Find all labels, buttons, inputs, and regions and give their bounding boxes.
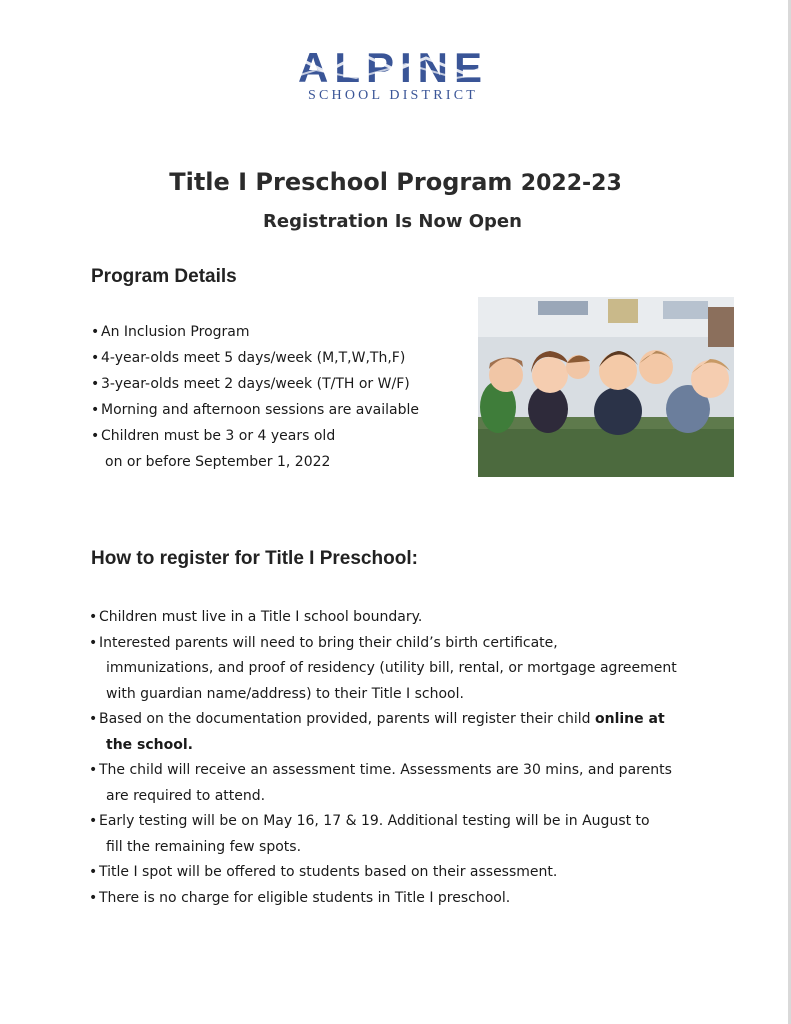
district-logo — [266, 44, 520, 104]
bullet-icon: • — [91, 376, 100, 392]
list-item: • The child will receive an assessment time. Assessments are 30 mins, and parents are required to attend. — [99, 758, 709, 809]
bullet-icon: • — [89, 864, 98, 880]
list-item: • Children must be 3 or 4 years old — [101, 423, 419, 449]
bullet-icon: • — [89, 889, 98, 906]
page-subtitle: Registration Is Now Open — [263, 211, 522, 232]
list-item: • 4-year-olds meet 5 days/week (M,T,W,Th,F) — [101, 345, 419, 371]
bullet-icon: • — [89, 609, 98, 625]
list-item: • There is no charge for eligible students in Title I preschool. — [99, 886, 709, 912]
list-item-continuation: on or before September 1, 2022 — [105, 454, 331, 470]
bullet-icon: • — [91, 428, 100, 444]
bullet-icon: • — [89, 762, 98, 778]
bullet-icon: • — [91, 324, 100, 340]
logo-subtitle: SCHOOL DISTRICT — [308, 88, 478, 103]
list-item: • Morning and afternoon sessions are available — [101, 397, 419, 423]
list-item: • Based on the documentation provided, parents will register their child online at the school. — [99, 707, 709, 758]
bullet-icon: • — [89, 711, 98, 727]
page-title — [0, 166, 791, 200]
list-item: • An Inclusion Program — [101, 319, 419, 345]
logo-wordmark: ALPINE — [297, 44, 488, 91]
how-to-register-heading: How to register for Title I Preschool: — [91, 548, 418, 569]
bullet-icon: • — [89, 813, 98, 829]
bullet-icon: • — [89, 634, 98, 651]
list-item: • Children must live in a Title I school boundary. — [99, 605, 709, 631]
list-item: • 3-year-olds meet 2 days/week (T/TH or W/F) — [101, 371, 419, 397]
title-year: 2022-23 — [520, 171, 622, 196]
bullet-icon: • — [91, 402, 100, 418]
mountain-icon — [266, 44, 520, 91]
registration-steps-list — [89, 605, 709, 911]
program-details-heading: Program Details — [91, 266, 237, 287]
children-photo-illustration — [478, 297, 734, 477]
list-item: • Interested parents will need to bring their child’s birth certificate, immunizations, and proof of residency (utility bill, rental, or mortgage agreement with guardian name/address) to their Title I school. — [99, 631, 709, 708]
bullet-icon: • — [91, 350, 100, 366]
list-item: • Title I spot will be offered to students based on their assessment. — [99, 860, 709, 886]
program-details-list — [91, 319, 419, 475]
list-item: • Early testing will be on May 16, 17 & 19. Additional testing will be in August to fill the remaining few spots. — [99, 809, 709, 860]
children-photo — [478, 297, 734, 477]
title-text: Title I Preschool Program — [169, 168, 513, 196]
